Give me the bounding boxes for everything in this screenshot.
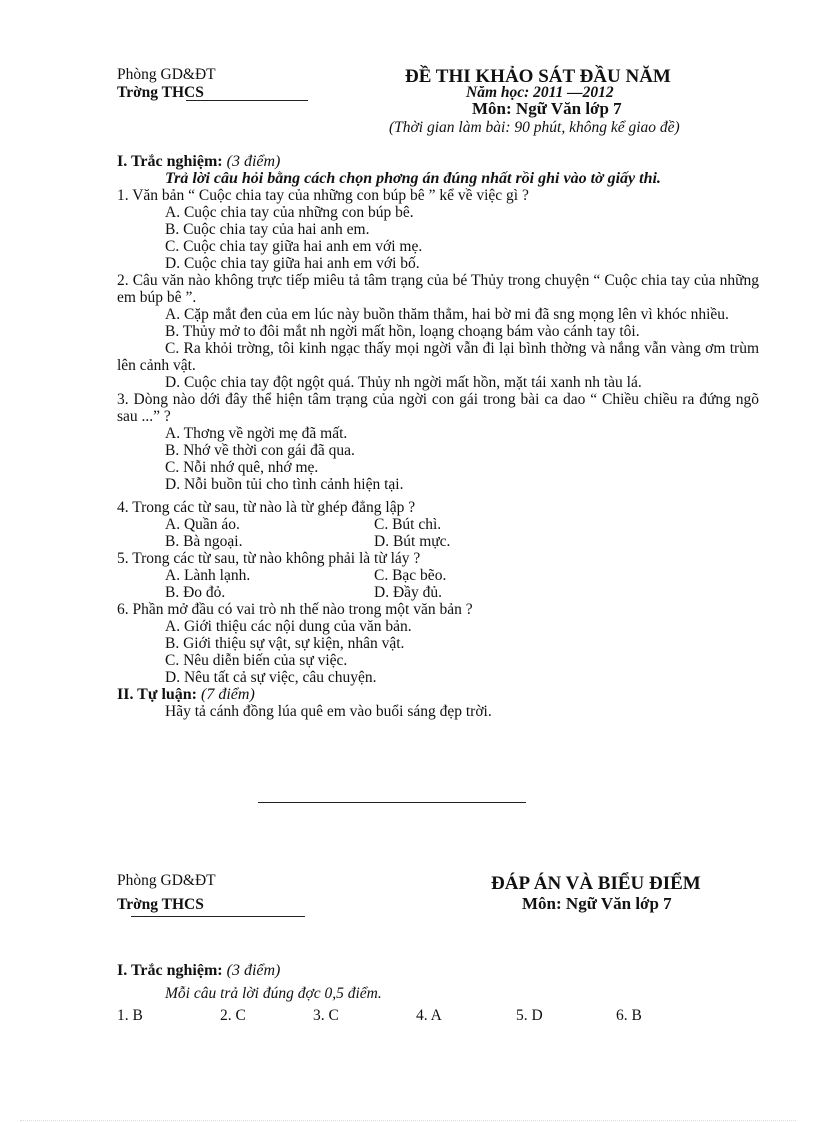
part2-points: (7 điểm)	[201, 686, 255, 703]
question-6: 6. Phần mở đầu có vai trò nh thế nào trong một văn bản ?	[117, 601, 473, 618]
part1-heading: I. Trắc nghiệm:	[117, 153, 223, 170]
ak-answer-2: 2. C	[220, 1007, 246, 1024]
part1-instruction: Trả lời câu hỏi bằng cách chọn phơng án đúng nhất rồi ghi vào tờ giấy thi.	[165, 170, 661, 187]
end-separator	[258, 802, 526, 803]
q2-option-d: D. Cuộc chia tay đột ngột quá. Thủy nh ngời mất hồn, mặt tái xanh nh tàu lá.	[165, 374, 642, 391]
ak-answer-5: 5. D	[516, 1007, 543, 1024]
q2-option-b: B. Thủy mở to đôi mắt nh ngời mất hồn, loạng choạng bám vào cánh tay tôi.	[165, 323, 640, 340]
ak-heading-row	[117, 962, 280, 980]
q2-option-c: C. Ra khỏi trờng, tôi kinh ngạc thấy mọi ngời vẫn đi lại bình thờng và nắng vẫn vàng ơm trùm lên cảnh vật.	[117, 340, 759, 374]
q6-option-b: B. Giới thiệu sự vật, sự kiện, nhân vật.	[165, 635, 405, 652]
office-label: Phòng GD&ĐT	[117, 66, 216, 83]
ak-answer-3: 3. C	[313, 1007, 339, 1024]
q3-option-a: A. Thơng về ngời mẹ đã mất.	[165, 425, 348, 442]
ak-note: Mỗi câu trả lời đúng đợc 0,5 điểm.	[165, 985, 382, 1002]
q3-option-c: C. Nỗi nhớ quê, nhớ mẹ.	[165, 459, 319, 476]
q1-option-b: B. Cuộc chia tay của hai anh em.	[165, 221, 370, 238]
question-4: 4. Trong các từ sau, từ nào là từ ghép đẳng lập ?	[117, 499, 416, 516]
exam-title: ĐỀ THI KHẢO SÁT ĐẦU NĂM	[405, 66, 671, 87]
school-underline	[186, 100, 308, 101]
ak-subject: Môn: Ngữ Văn lớp 7	[522, 894, 672, 913]
question-3: 3. Dòng nào dới đây thể hiện tâm trạng của ngời con gái trong bài ca dao “ Chiều chiều ra đứng ngõ sau ...” ?	[117, 391, 759, 425]
q1-option-c: C. Cuộc chia tay giữa hai anh em với mẹ.	[165, 238, 423, 255]
q6-option-d: D. Nêu tất cả sự việc, câu chuyện.	[165, 669, 377, 686]
q4-options-row-1	[165, 516, 759, 533]
ak-title: ĐÁP ÁN VÀ BIỂU ĐIỂM	[491, 873, 701, 894]
part1-section	[117, 153, 759, 720]
q3-option-d: D. Nỗi buồn tủi cho tình cảnh hiện tại.	[165, 476, 404, 493]
q6-option-c: C. Nêu diễn biến của sự việc.	[165, 652, 348, 669]
q1-option-d: D. Cuộc chia tay giữa hai anh em với bố.	[165, 255, 420, 272]
q5-options-row-2	[165, 584, 759, 601]
q5-option-b: B. Đo đỏ.	[165, 584, 226, 601]
q4-option-c: C. Bút chì.	[374, 516, 442, 533]
subject-label: Môn: Ngữ Văn lớp 7	[472, 99, 622, 118]
question-5: 5. Trong các từ sau, từ nào không phải là từ láy ?	[117, 550, 421, 567]
q5-option-a: A. Lành lạnh.	[165, 567, 251, 584]
school-year: Năm học: 2011 —2012	[466, 84, 614, 101]
ak-answer-6: 6. B	[616, 1007, 642, 1024]
page-bottom-border	[20, 1120, 796, 1121]
ak-office-label: Phòng GD&ĐT	[117, 872, 216, 889]
q1-option-a: A. Cuộc chia tay của những con búp bê.	[165, 204, 414, 221]
q4-options-row-2	[165, 533, 759, 550]
q4-option-d: D. Bút mực.	[374, 533, 451, 550]
ak-answer-1: 1. B	[117, 1007, 143, 1024]
ak-school-underline	[131, 916, 305, 917]
time-note: (Thời gian làm bài: 90 phút, không kể giao đề)	[389, 119, 680, 136]
q3-option-b: B. Nhớ về thời con gái đã qua.	[165, 442, 355, 459]
ak-heading: I. Trắc nghiệm:	[117, 962, 223, 979]
ak-answer-4: 4. A	[416, 1007, 442, 1024]
question-1: 1. Văn bản “ Cuộc chia tay của những con búp bê ” kể về việc gì ?	[117, 187, 529, 204]
ak-points: (3 điểm)	[226, 962, 281, 979]
q5-options-row-1	[165, 567, 759, 584]
school-label: Trờng THCS	[117, 84, 204, 101]
q6-option-a: A. Giới thiệu các nội dung của văn bản.	[165, 618, 412, 635]
q5-option-d: D. Đầy đủ.	[374, 584, 443, 601]
q4-option-a: A. Quần áo.	[165, 516, 240, 533]
ak-school-label: Trờng THCS	[117, 896, 204, 913]
part1-points: (3 điểm)	[226, 153, 281, 170]
q5-option-c: C. Bạc bẽo.	[374, 567, 447, 584]
ak-answers	[117, 1007, 642, 1025]
q4-option-b: B. Bà ngoại.	[165, 533, 243, 550]
part2-heading: II. Tự luận:	[117, 686, 198, 703]
q2-option-a: A. Cặp mắt đen của em lúc này buồn thăm thẳm, hai bờ mi đã sng mọng lên vì khóc nhiều.	[165, 306, 729, 323]
question-2: 2. Câu văn nào không trực tiếp miêu tả tâm trạng của bé Thủy trong chuyện “ Cuộc chia tay của những em búp bê ”.	[117, 272, 759, 306]
part2-prompt: Hãy tả cánh đồng lúa quê em vào buổi sáng đẹp trời.	[165, 703, 492, 720]
